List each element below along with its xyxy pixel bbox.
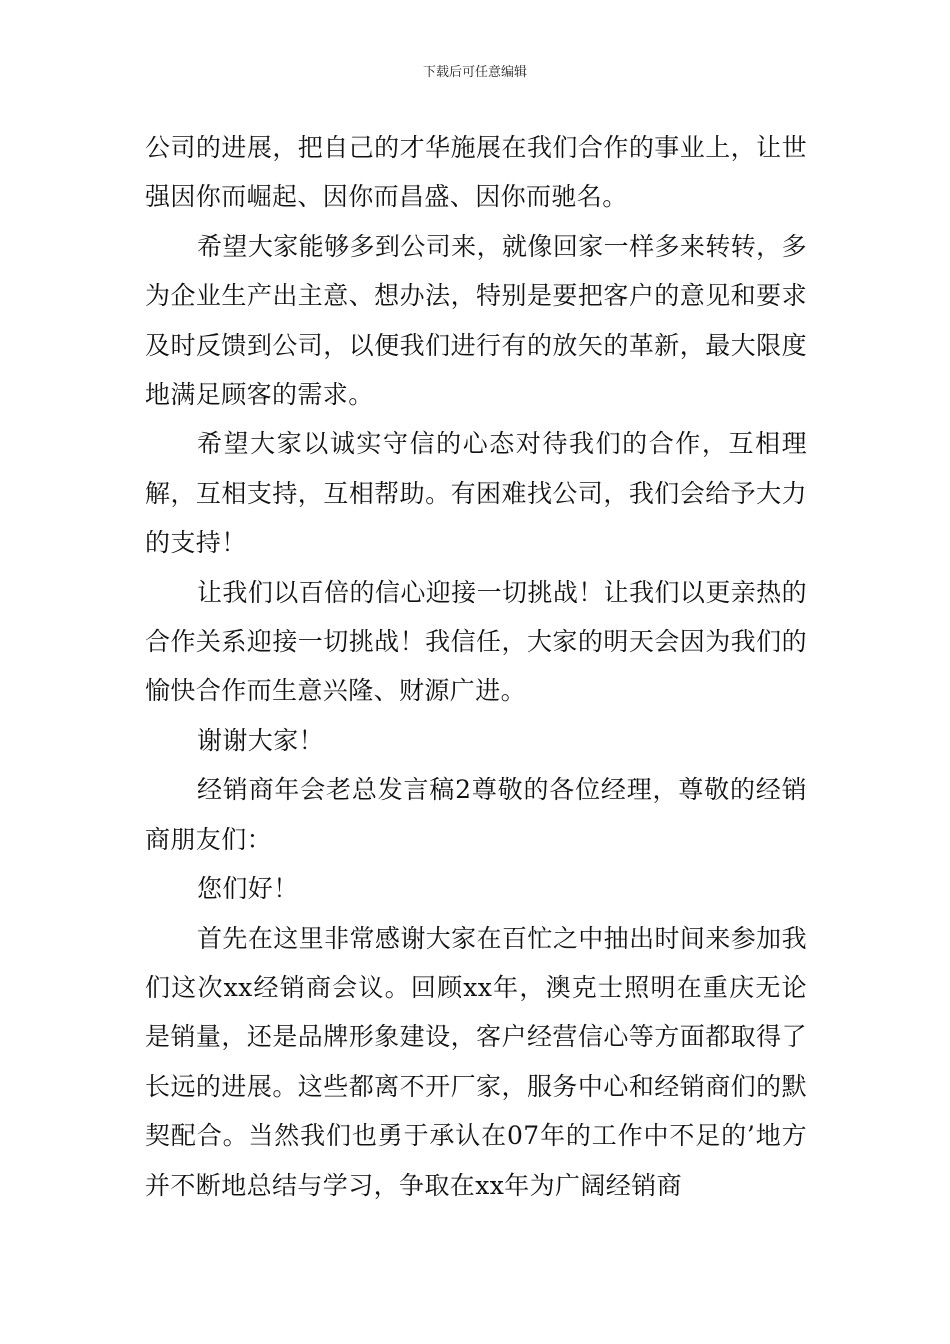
document-body xyxy=(145,123,807,1210)
paragraph-3: 希望大家以诚实守信的心态对待我们的合作，互相理解，互相支持，互相帮助。有困难找公司，我们会给予大力的支持！ xyxy=(145,429,807,558)
paragraph-1: 公司的进展，把自己的才华施展在我们合作的事业上，让世强因你而崛起、因你而昌盛、因你而驰名。 xyxy=(145,133,807,212)
page-header: 下载后可任意编辑 xyxy=(422,65,527,80)
paragraph-2: 希望大家能够多到公司来，就像回家一样多来转转，多为企业生产出主意、想办法，特别是要把客户的意见和要求及时反馈到公司，以便我们进行有的放矢的革新，最大限度地满足顾客的需求。 xyxy=(145,231,807,410)
paragraph-8: 首先在这里非常感谢大家在百忙之中抽出时间来参加我们这次xx经销商会议。回顾xx年，澳克士照明在重庆无论是销量，还是品牌形象建设，客户经营信心等方面都取得了长远的进展。这些都离不开厂家，服务中心和经销商们的默契配合。当然我们也勇于承认在07年的工作中不足的’地方并不断地总结与学习，争取在xx年为广阔经销商 xyxy=(145,923,807,1200)
paragraph-6: 经销商年会老总发言稿2尊敬的各位经理，尊敬的经销商朋友们： xyxy=(145,775,807,854)
paragraph-4: 让我们以百倍的信心迎接一切挑战！让我们以更亲热的合作关系迎接一切挑战！我信任，大家的明天会因为我们的愉快合作而生意兴隆、财源广进。 xyxy=(145,577,807,706)
paragraph-7: 您们好！ xyxy=(197,874,299,904)
paragraph-5: 谢谢大家！ xyxy=(197,725,325,755)
